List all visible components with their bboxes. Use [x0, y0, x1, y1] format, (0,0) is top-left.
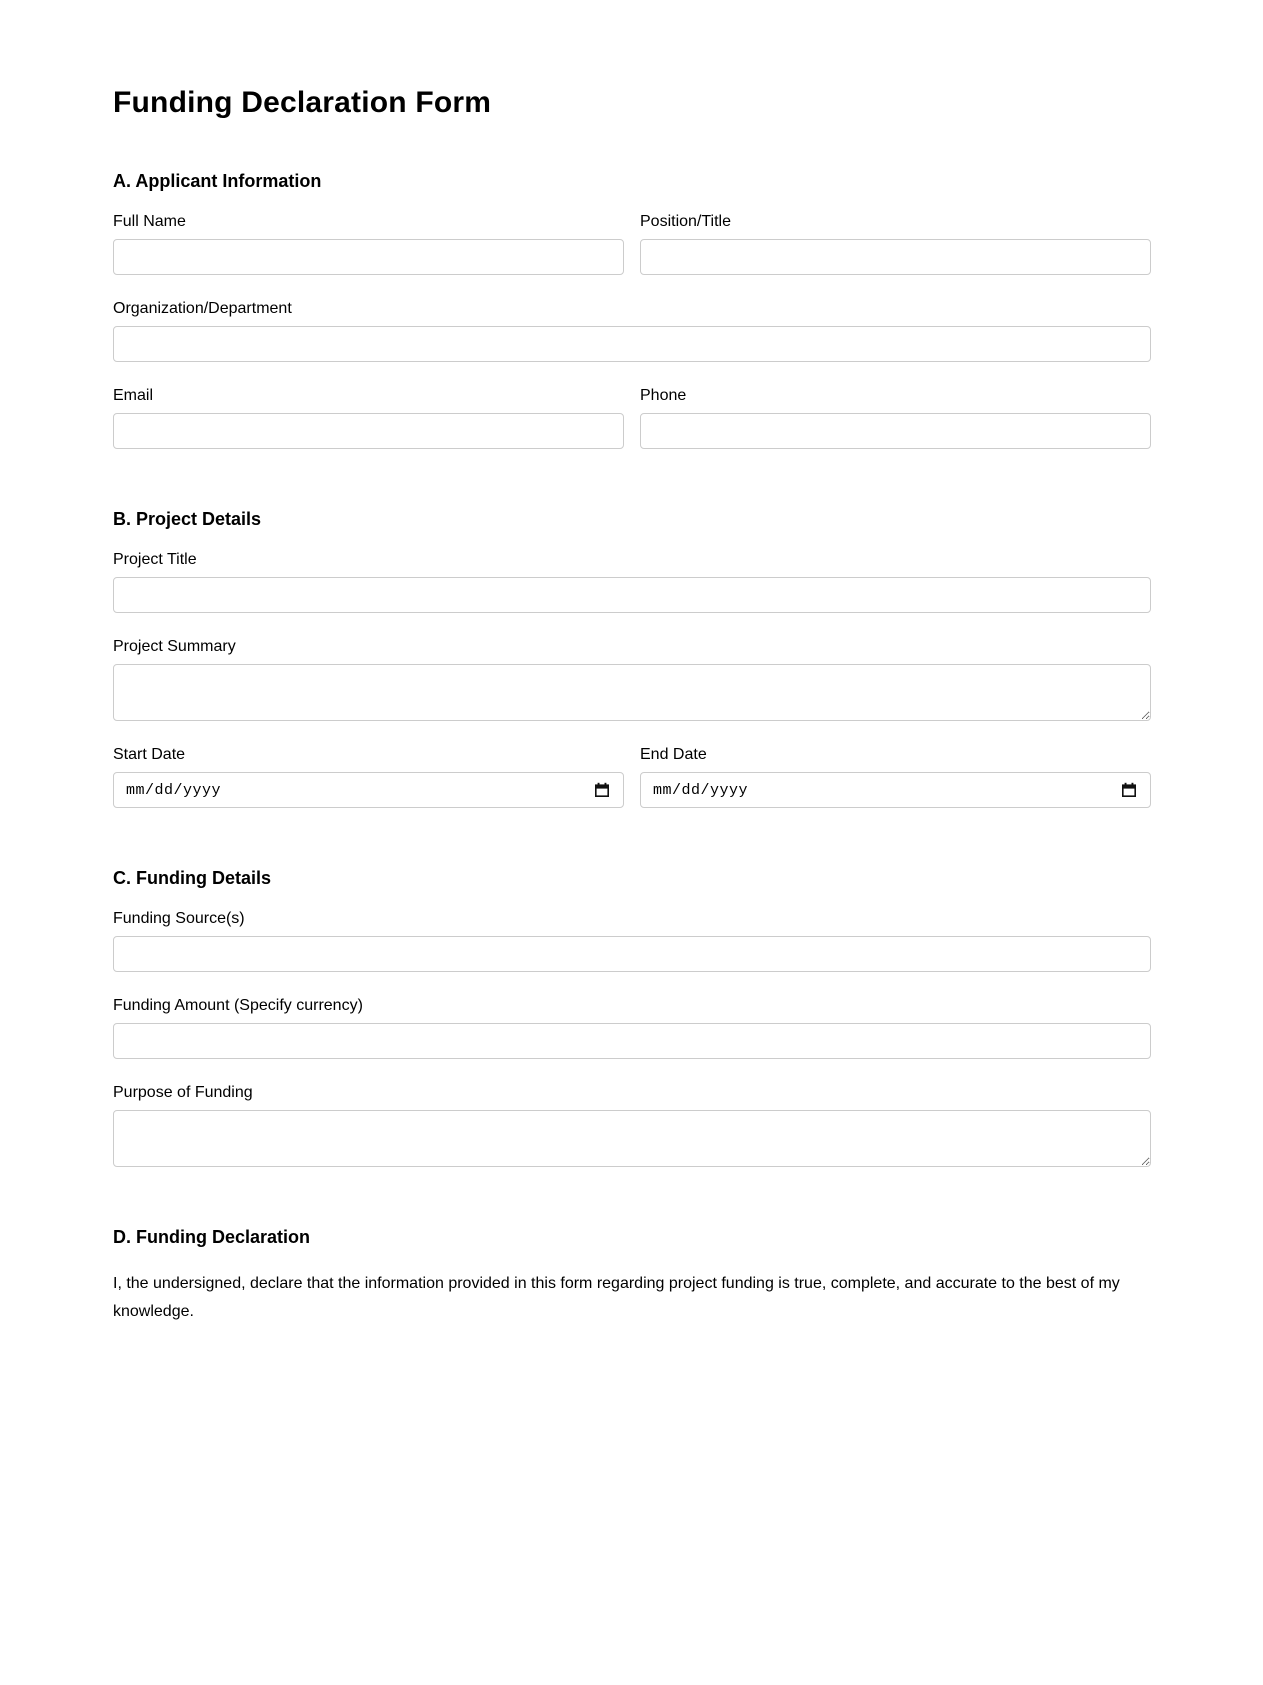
start-date-input[interactable] — [113, 772, 624, 808]
page-title: Funding Declaration Form — [113, 86, 492, 119]
purpose-of-funding-label: Purpose of Funding — [113, 1084, 253, 1101]
field-full-name — [113, 212, 624, 275]
calendar-icon[interactable] — [1120, 781, 1138, 799]
field-project-title — [113, 550, 1151, 613]
phone-field[interactable] — [640, 413, 1151, 449]
section-funding-declaration — [113, 1226, 1151, 1326]
funding-amount-label: Funding Amount (Specify currency) — [113, 997, 363, 1014]
row-dates — [113, 721, 1151, 808]
calendar-icon[interactable] — [593, 781, 611, 799]
funding-declaration-form — [113, 0, 1151, 1326]
field-funding-sources — [113, 909, 1151, 972]
section-heading-applicant: A. Applicant Information — [113, 171, 322, 191]
funding-sources-label: Funding Source(s) — [113, 910, 245, 927]
start-date-label: Start Date — [113, 746, 186, 763]
project-title-input[interactable] — [113, 577, 1151, 613]
section-heading-funding: C. Funding Details — [113, 868, 272, 888]
funding-sources-input[interactable] — [113, 936, 1151, 972]
email-label: Email — [113, 387, 154, 404]
end-date-placeholder: mm/dd/yyyy — [653, 781, 749, 799]
organization-department-label: Organization/Department — [113, 300, 292, 317]
field-funding-amount — [113, 996, 1151, 1059]
section-heading-declaration: D. Funding Declaration — [113, 1227, 311, 1247]
organization-department-input[interactable] — [113, 326, 1151, 362]
project-summary-textarea[interactable] — [113, 664, 1151, 721]
field-end-date — [640, 745, 1151, 808]
section-project-details — [113, 508, 1151, 808]
field-project-summary — [113, 637, 1151, 721]
full-name-input[interactable] — [113, 239, 624, 275]
project-summary-label: Project Summary — [113, 638, 236, 655]
end-date-input[interactable] — [640, 772, 1151, 808]
field-phone — [640, 386, 1151, 449]
start-date-placeholder: mm/dd/yyyy — [126, 781, 222, 799]
end-date-label: End Date — [640, 746, 707, 763]
section-funding-details — [113, 867, 1151, 1167]
email-field[interactable] — [113, 413, 624, 449]
section-heading-project: B. Project Details — [113, 509, 262, 529]
field-email — [113, 386, 624, 449]
row-name-position — [113, 192, 1151, 275]
phone-label: Phone — [640, 387, 687, 404]
section-applicant-information — [113, 170, 1151, 449]
position-title-input[interactable] — [640, 239, 1151, 275]
field-organization-department — [113, 299, 1151, 362]
position-title-label: Position/Title — [640, 213, 731, 230]
field-purpose-of-funding — [113, 1083, 1151, 1167]
project-title-label: Project Title — [113, 551, 197, 568]
row-email-phone — [113, 362, 1151, 449]
field-position-title — [640, 212, 1151, 275]
field-start-date — [113, 745, 624, 808]
purpose-of-funding-textarea[interactable] — [113, 1110, 1151, 1167]
funding-amount-input[interactable] — [113, 1023, 1151, 1059]
full-name-label: Full Name — [113, 213, 186, 230]
declaration-statement: I, the undersigned, declare that the information provided in this form regarding project funding is true, complete, and accurate to the best of my knowledge. — [113, 1275, 1120, 1320]
